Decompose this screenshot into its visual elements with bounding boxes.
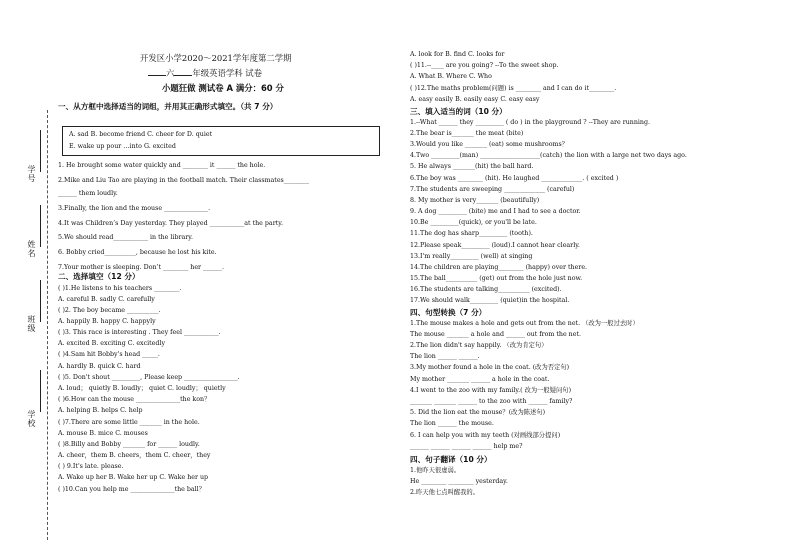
s2-line: A. loud； quietly B. loudly； quiet C. loudly； quietly — [58, 385, 226, 392]
s2-line: A. helping B. helps C. help — [58, 407, 143, 414]
s4-line: 6. I can help you with my teeth (对画线部分提问) — [410, 432, 561, 439]
school-blank[interactable] — [40, 370, 42, 412]
s2-line: ( )6.How can the mouse ______________the kon？ — [58, 396, 211, 403]
s2-line: A. excited B. exciting C. excitedly — [58, 340, 166, 347]
s3-line: 16.The students are talking__________ (excited). — [410, 286, 562, 293]
s2-line: A. hardly B. quick C. hard — [58, 363, 141, 370]
r-top-line: A. easy easily B. easily easy C. easy easy — [410, 96, 540, 103]
exam-subtitle: 小题狂做 测试卷 A 满分：60 分 — [162, 83, 284, 93]
s2-line: ( ) 9.It's late. please. — [58, 463, 124, 470]
s4-line: 3.My mother found a hole in the coat. (改为否定句) — [410, 364, 570, 371]
s3-line: 17.We should walk_________ (quiet)in the hospital. — [410, 297, 570, 304]
word-box-row-1: A. sad B. become friend C. cheer for D. quiet — [69, 131, 213, 138]
exam-subject-line — [148, 67, 262, 79]
s3-line: 10.Be _________(quick), or you'll be late. — [410, 219, 537, 226]
s2-line: A. happily B. happy C. happyly — [58, 318, 156, 325]
s3-line: 3.Would you like _______ (eat) some mushrooms？ — [410, 141, 569, 148]
s1-question-1: 1. He brought some water quickly and ________ it ______ the hole. — [58, 162, 266, 169]
student-number-label: 学号 — [27, 165, 36, 183]
section-4-title: 四、句型转换（7 分） — [410, 308, 487, 317]
s3-line: 12.Please speak_________ (loud).I cannot hear clearly. — [410, 242, 580, 249]
s2-line: ( )7.There are some little _______ in the hole. — [58, 419, 200, 426]
s3-line: 2.The bear is_______ the meat (bite) — [410, 130, 524, 137]
s1-question-2: 2.Mike and Liu Tao are playing in the football match. Their classmates________ — [58, 177, 309, 184]
s3-line: 9. A dog _________ (bite) me and I had to see a doctor. — [410, 208, 581, 215]
s1-question-6: 6. Bobby cried__________, because he lost his kite. — [58, 249, 217, 256]
s5-line: 1.他昨天很虚弱。 — [410, 467, 461, 474]
word-box-row-2: E. wake up pour …into G. excited — [69, 143, 176, 150]
s3-line: 13.I'm really_________ (well) at singing — [410, 253, 533, 260]
section-1-title: 一、从方框中选择适当的词组，并用其正确形式填空。（共 7 分） — [58, 102, 278, 111]
s4-line: _______ _______ ______ to the zoo with ______ family? — [410, 398, 573, 405]
s2-line: ( )3. This race is interesting . They feel ___________. — [58, 329, 221, 336]
s2-line: ( )10.Can you help me ______________the ball？ — [58, 486, 205, 493]
s3-line: 5. He always _______(hit) the ball hard. — [410, 163, 534, 170]
s3-line: 1.--What ______ they _________ ( do ) in the playground ? --They are running. — [410, 119, 651, 126]
s2-line: ( )2. The boy became __________. — [58, 307, 161, 314]
class-blank[interactable] — [40, 280, 42, 322]
student-number-blank[interactable] — [40, 130, 42, 172]
s1-question-5: 5.We should read___________ in the library. — [58, 234, 193, 241]
word-box — [62, 126, 380, 156]
r-top-line: ( )11.--____ are you going? --To the sweet shop. — [410, 62, 559, 69]
s4-line: 2.The lion didn't say happily. （改为肯定句） — [410, 342, 548, 349]
section-3-title: 三、填入适当的词（10 分） — [410, 107, 507, 116]
grade-value: 六 — [166, 68, 175, 78]
s1-question-4: 4.It was Children’s Day yesterday. They played ___________at the party. — [58, 220, 283, 227]
s3-line: 4.Two _________(man) ___________________(catch) the lion with a large net two days ago. — [410, 152, 687, 159]
s4-line: My mother _______ ______ a hole in the coat. — [410, 376, 550, 383]
subject-text: 年级英语学科 试卷 — [192, 68, 263, 78]
section-2-title: 二、选择填空（12 分） — [58, 272, 140, 281]
s2-line: ( )4.Sam hit Bobby's head _____. — [58, 351, 160, 358]
s1-question-2-cont: ______ them loudly. — [58, 190, 118, 197]
name-blank[interactable] — [40, 205, 42, 247]
s4-line: The lion ______ the mouse. — [410, 420, 494, 427]
r-top-line: A. What B. Where C. Who — [410, 73, 492, 80]
class-label: 班级 — [27, 315, 36, 333]
s3-line: 14.The children are playing________ (happy) over there. — [410, 264, 588, 271]
s4-line: 5. Did the lion eat the mouse？(改为陈述句) — [410, 409, 546, 416]
s3-line: 15.The ball__________ (get) out from the hole just now. — [410, 275, 583, 282]
s1-question-3: 3.Finally, the lion and the mouse ______________. — [58, 205, 211, 212]
s1-question-7: 7.Your mother is sleeping. Don’t ________ her ______. — [58, 264, 224, 271]
s5-line: 2.昨天他七点叫醒我的。 — [410, 489, 479, 496]
s2-line: A. Wake up her B. Wake her up C. Wake her up — [58, 474, 209, 481]
s2-line: A. mouse B. mice C. mouses — [58, 430, 148, 437]
r-top-line: A. look for B. find C. looks for — [410, 51, 505, 58]
s4-line: 4.I went to the zoo with my family.( 改为一般疑问句) — [410, 387, 572, 394]
r-top-line: ( )12.The maths problem(问题) is ________ and I can do it________. — [410, 85, 617, 92]
s2-line: ( )5. Don't shout _________, Please keep _________________. — [58, 374, 240, 381]
section-5-title: 四、句子翻译（10 分） — [410, 455, 492, 464]
s2-line: A. cheer，them B. cheers，them C. cheer，they — [58, 452, 211, 459]
s3-line: 11.The dog has sharp_________ (tooth). — [410, 230, 533, 237]
s3-line: 6.The boy was ________ (hit). He laughed _____________. ( excited ) — [410, 175, 619, 182]
s2-line: A. careful B. sadly C. carefully — [58, 296, 155, 303]
s4-line: The mouse _______ a hole and ______ out from the net. — [410, 331, 581, 338]
s2-line: ( )1.He listens to his teachers ________. — [58, 285, 182, 292]
exam-title: 开发区小学2020～2021学年度第二学期 — [140, 53, 292, 63]
s4-line: 1.The mouse makes a hole and gets out from the net. （改为一般过去时） — [410, 320, 639, 327]
s3-line: 8. My mother is very_______ (beautifully) — [410, 197, 540, 204]
s4-line: ______ ______ ______ ______ help me? — [410, 443, 523, 450]
cut-line — [47, 110, 48, 540]
binding-margin — [22, 110, 52, 540]
s2-line: ( )8.Billy and Bobby _______ for ______ loudly. — [58, 441, 200, 448]
school-label: 学校 — [27, 410, 36, 428]
s5-line: He ________ ________ yesterday. — [410, 478, 508, 485]
s3-line: 7.The students are sweeping _____________ (careful) — [410, 186, 575, 193]
name-label: 姓名 — [27, 240, 36, 258]
s4-line: The lion ______ ______. — [410, 353, 480, 360]
